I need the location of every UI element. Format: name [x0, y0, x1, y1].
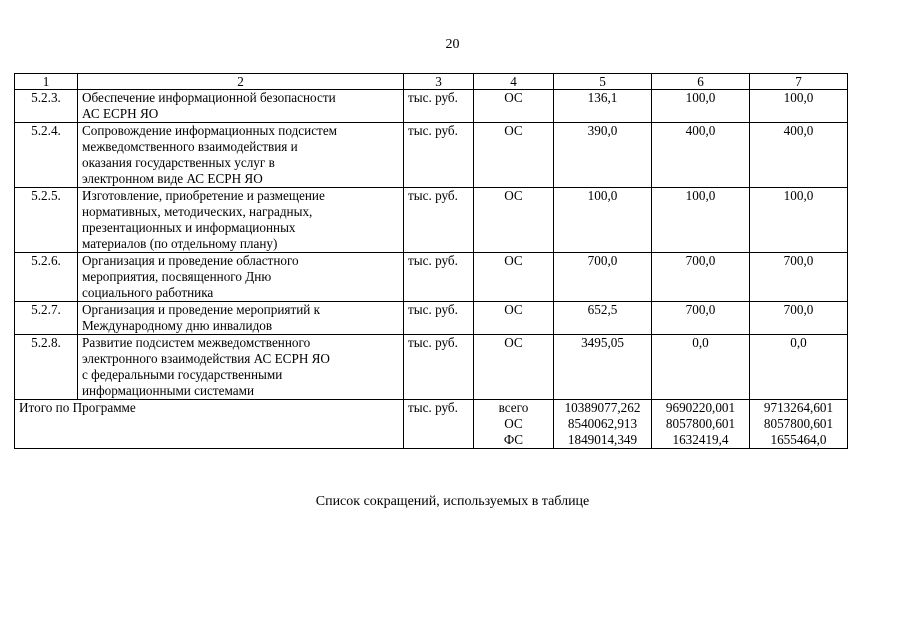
column-header: 1	[15, 74, 78, 90]
description-line: оказания государственных услуг в	[82, 155, 275, 170]
row-source: ОС	[474, 302, 554, 335]
row-description	[78, 302, 404, 335]
row-value-col6: 700,0	[652, 302, 750, 335]
row-value-col5: 3495,05	[554, 335, 652, 400]
row-value-col7: 100,0	[750, 90, 848, 123]
row-code: 5.2.6.	[15, 253, 78, 302]
row-value-col5: 390,0	[554, 123, 652, 188]
column-header: 7	[750, 74, 848, 90]
page-number: 20	[445, 37, 460, 52]
row-value-col5: 136,1	[554, 90, 652, 123]
description-line: мероприятия, посвященного Дню	[82, 269, 272, 284]
description-line: социального работника	[82, 285, 214, 300]
row-value-col6: 100,0	[652, 90, 750, 123]
description-line: Организация и проведение областного	[82, 253, 299, 268]
column-header: 4	[474, 74, 554, 90]
total-sources	[474, 400, 554, 449]
row-value-col6: 700,0	[652, 253, 750, 302]
description-line: Организация и проведение мероприятий к	[82, 302, 321, 317]
description-line: Развитие подсистем межведомственного	[82, 335, 311, 350]
description-line: нормативных, методических, наградных,	[82, 204, 313, 219]
total-label: Итого по Программе	[15, 400, 404, 449]
row-description	[78, 90, 404, 123]
description-line: АС ЕСРН ЯО	[82, 106, 159, 121]
row-value-col7: 700,0	[750, 302, 848, 335]
total-value: 1632419,4	[672, 432, 729, 447]
description-line: с федеральными государственными	[82, 367, 283, 382]
row-description	[78, 188, 404, 253]
row-code: 5.2.5.	[15, 188, 78, 253]
total-body	[15, 400, 848, 449]
row-code: 5.2.4.	[15, 123, 78, 188]
total-col5	[554, 400, 652, 449]
total-value: 8057800,601	[665, 416, 736, 431]
row-description	[78, 335, 404, 400]
total-value: 9690220,001	[665, 400, 736, 415]
total-row	[15, 400, 848, 449]
column-header: 6	[652, 74, 750, 90]
row-code: 5.2.8.	[15, 335, 78, 400]
column-header: 2	[78, 74, 404, 90]
total-source: ОС	[504, 416, 523, 431]
column-number-row	[15, 74, 848, 90]
row-value-col5: 652,5	[554, 302, 652, 335]
total-col6	[652, 400, 750, 449]
row-unit: тыс. руб.	[404, 302, 474, 335]
description-line: электронного взаимодействия АС ЕСРН ЯО	[82, 351, 330, 366]
row-value-col7: 700,0	[750, 253, 848, 302]
row-source: ОС	[474, 188, 554, 253]
row-source: ОС	[474, 253, 554, 302]
description-line: Изготовление, приобретение и размещение	[82, 188, 325, 203]
table-row	[15, 253, 848, 302]
table-row	[15, 123, 848, 188]
row-source: ОС	[474, 90, 554, 123]
description-line: материалов (по отдельному плану)	[82, 236, 278, 251]
table-row	[15, 90, 848, 123]
row-value-col6: 400,0	[652, 123, 750, 188]
column-header: 5	[554, 74, 652, 90]
row-value-col6: 0,0	[652, 335, 750, 400]
budget-table	[14, 73, 848, 449]
row-code: 5.2.7.	[15, 302, 78, 335]
table-body	[15, 90, 848, 400]
row-value-col5: 100,0	[554, 188, 652, 253]
row-unit: тыс. руб.	[404, 335, 474, 400]
row-value-col7: 400,0	[750, 123, 848, 188]
row-source: ОС	[474, 335, 554, 400]
column-header: 3	[404, 74, 474, 90]
description-line: Международному дню инвалидов	[82, 318, 273, 333]
total-value: 8057800,601	[763, 416, 834, 431]
total-unit: тыс. руб.	[404, 400, 474, 449]
row-description	[78, 253, 404, 302]
description-line: электронном виде АС ЕСРН ЯО	[82, 171, 263, 186]
table-row	[15, 302, 848, 335]
row-description	[78, 123, 404, 188]
total-value: 8540062,913	[567, 416, 638, 431]
description-line: Сопровождение информационных подсистем	[82, 123, 338, 138]
total-col7	[750, 400, 848, 449]
total-value: 10389077,262	[564, 400, 641, 415]
table-row	[15, 188, 848, 253]
row-value-col7: 100,0	[750, 188, 848, 253]
table-row	[15, 335, 848, 400]
row-value-col5: 700,0	[554, 253, 652, 302]
abbreviations-caption: Список сокращений, используемых в таблице	[315, 494, 590, 509]
row-unit: тыс. руб.	[404, 90, 474, 123]
description-line: межведомственного взаимодействия и	[82, 139, 298, 154]
description-line: информационными системами	[82, 383, 255, 398]
row-value-col7: 0,0	[750, 335, 848, 400]
row-code: 5.2.3.	[15, 90, 78, 123]
row-source: ОС	[474, 123, 554, 188]
total-source: всего	[498, 400, 529, 415]
total-value: 1849014,349	[567, 432, 638, 447]
total-value: 9713264,601	[763, 400, 834, 415]
row-unit: тыс. руб.	[404, 188, 474, 253]
total-value: 1655464,0	[770, 432, 827, 447]
description-line: презентационных и информационных	[82, 220, 296, 235]
total-source: ФС	[503, 432, 524, 447]
row-value-col6: 100,0	[652, 188, 750, 253]
row-unit: тыс. руб.	[404, 123, 474, 188]
row-unit: тыс. руб.	[404, 253, 474, 302]
description-line: Обеспечение информационной безопасности	[82, 90, 336, 105]
